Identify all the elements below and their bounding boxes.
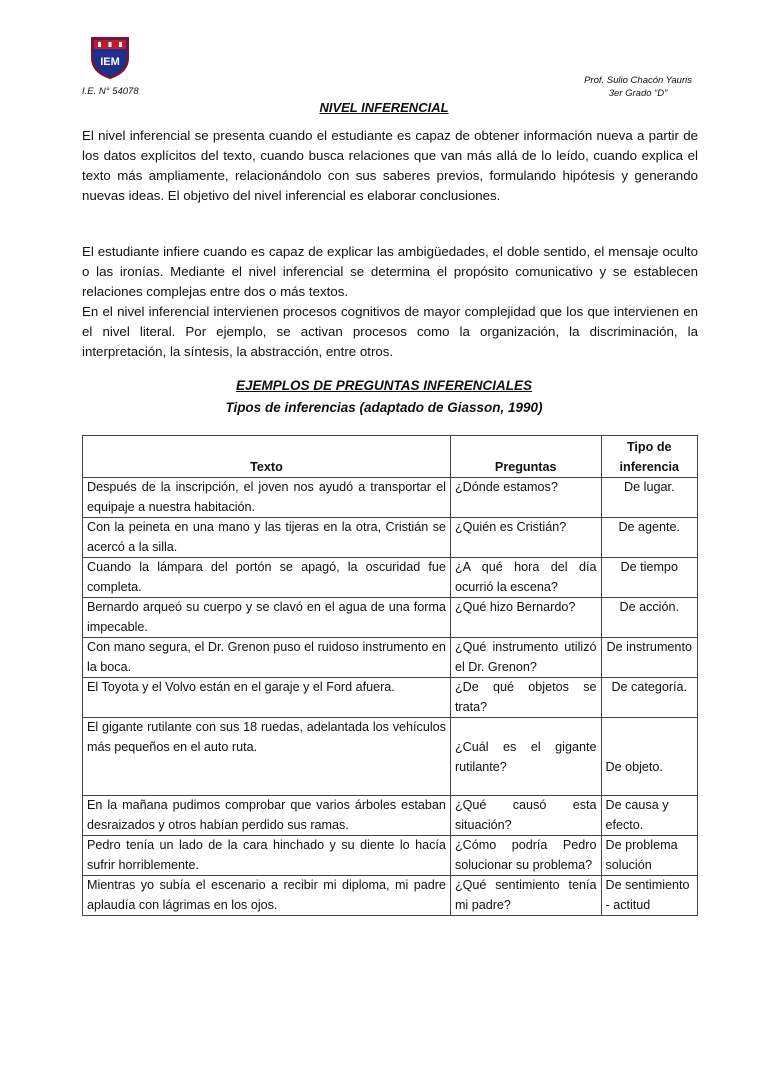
page-title: NIVEL INFERENCIAL xyxy=(319,100,449,115)
cell-pregunta: ¿Qué sentimiento tenía mi padre? xyxy=(450,876,601,916)
table-row xyxy=(83,796,698,836)
inference-table xyxy=(82,435,698,916)
table-row xyxy=(83,836,698,876)
cell-tipo: De categoría. xyxy=(601,678,698,718)
grade-label: 3er Grado “D” xyxy=(608,88,668,99)
cell-pregunta: ¿Qué instrumento utilizó el Dr. Grenon? xyxy=(450,638,601,678)
cell-texto: Bernardo arqueó su cuerpo y se clavó en el agua de una forma impecable. xyxy=(83,598,451,638)
paragraph-intro: El nivel inferencial se presenta cuando el estudiante es capaz de obtener información nueva a partir de los datos explícitos del texto, cuando busca relaciones que van más allá de lo leído, cuando explica el texto más ampliamente, relacionándolo con sus saberes previos, formulando hipótesis y generando nuevas ideas. El objetivo del nivel inferencial es elaborar conclusiones. xyxy=(82,128,698,203)
cell-texto: Cuando la lámpara del portón se apagó, la oscuridad fue completa. xyxy=(83,558,451,598)
teacher-name: Prof. Sulio Chacón Yauris xyxy=(584,75,692,86)
header-right xyxy=(584,74,692,100)
cell-tipo: De instrumento xyxy=(601,638,698,678)
cell-pregunta: ¿Dónde estamos? xyxy=(450,478,601,518)
table-row xyxy=(83,518,698,558)
table-row xyxy=(83,598,698,638)
cell-texto: El Toyota y el Volvo están en el garaje y el Ford afuera. xyxy=(83,678,451,718)
table-row xyxy=(83,678,698,718)
cell-tipo: De causa y efecto. xyxy=(601,796,698,836)
cell-tipo: De agente. xyxy=(601,518,698,558)
cell-pregunta: ¿Qué hizo Bernardo? xyxy=(450,598,601,638)
cell-tipo: De acción. xyxy=(601,598,698,638)
cell-texto: Después de la inscripción, el joven nos ayudó a transportar el equipaje a nuestra habitación. xyxy=(83,478,451,518)
school-logo xyxy=(90,36,130,80)
cell-pregunta: ¿Quién es Cristián? xyxy=(450,518,601,558)
cell-pregunta: ¿De qué objetos se trata? xyxy=(450,678,601,718)
table-row xyxy=(83,718,698,796)
examples-title: EJEMPLOS DE PREGUNTAS INFERENCIALES xyxy=(235,378,533,393)
cell-pregunta: ¿Qué causó esta situación? xyxy=(450,796,601,836)
header-texto: Texto xyxy=(83,436,451,478)
cell-texto: Mientras yo subía el escenario a recibir mi diploma, mi padre aplaudía con lágrimas en los ojos. xyxy=(83,876,451,916)
cell-tipo: De lugar. xyxy=(601,478,698,518)
cell-pregunta: ¿Cuál es el gigante rutilante? xyxy=(450,718,601,796)
examples-subtitle: Tipos de inferencias (adaptado de Giasson, 1990) xyxy=(225,400,543,415)
school-code: I.E. N° 54078 xyxy=(82,86,139,97)
table-row xyxy=(83,638,698,678)
logo-text: IEM xyxy=(100,56,120,68)
cell-pregunta: ¿A qué hora del día ocurrió la escena? xyxy=(450,558,601,598)
cell-tipo: De tiempo xyxy=(601,558,698,598)
header-preguntas: Preguntas xyxy=(450,436,601,478)
table-row xyxy=(83,478,698,518)
cell-texto: Con mano segura, el Dr. Grenon puso el ruidoso instrumento en la boca. xyxy=(83,638,451,678)
paragraph-processes: En el nivel inferencial intervienen procesos cognitivos de mayor complejidad que los que intervienen en el nivel literal. Por ejemplo, se activan procesos como la organización, la discriminación, la interpretación, la síntesis, la abstracción, entre otros. xyxy=(82,304,698,359)
cell-texto: Pedro tenía un lado de la cara hinchado y su diente lo hacía sufrir horriblemente. xyxy=(83,836,451,876)
cell-tipo: De problema solución xyxy=(601,836,698,876)
cell-texto: El gigante rutilante con sus 18 ruedas, adelantada los vehículos más pequeños en el auto ruta. xyxy=(83,718,451,796)
header-tipo: Tipo de inferencia xyxy=(601,436,698,478)
cell-pregunta: ¿Cómo podría Pedro solucionar su problema? xyxy=(450,836,601,876)
paragraph-block-2 xyxy=(82,242,698,362)
table-row xyxy=(83,876,698,916)
cell-texto: Con la peineta en una mano y las tijeras en la otra, Cristián se acercó a la silla. xyxy=(83,518,451,558)
cell-tipo: De objeto. xyxy=(601,718,698,796)
paragraph-inference: El estudiante infiere cuando es capaz de explicar las ambigüedades, el doble sentido, el mensaje oculto o las ironías. Mediante el nivel inferencial se determina el propósito comunicativo y se establecen relaciones complejas entre dos o más textos. xyxy=(82,244,698,299)
cell-tipo: De sentimiento - actitud xyxy=(601,876,698,916)
table-header-row xyxy=(83,436,698,478)
table-row xyxy=(83,558,698,598)
cell-texto: En la mañana pudimos comprobar que varios árboles estaban desraizados y otros habían perdido sus ramas. xyxy=(83,796,451,836)
